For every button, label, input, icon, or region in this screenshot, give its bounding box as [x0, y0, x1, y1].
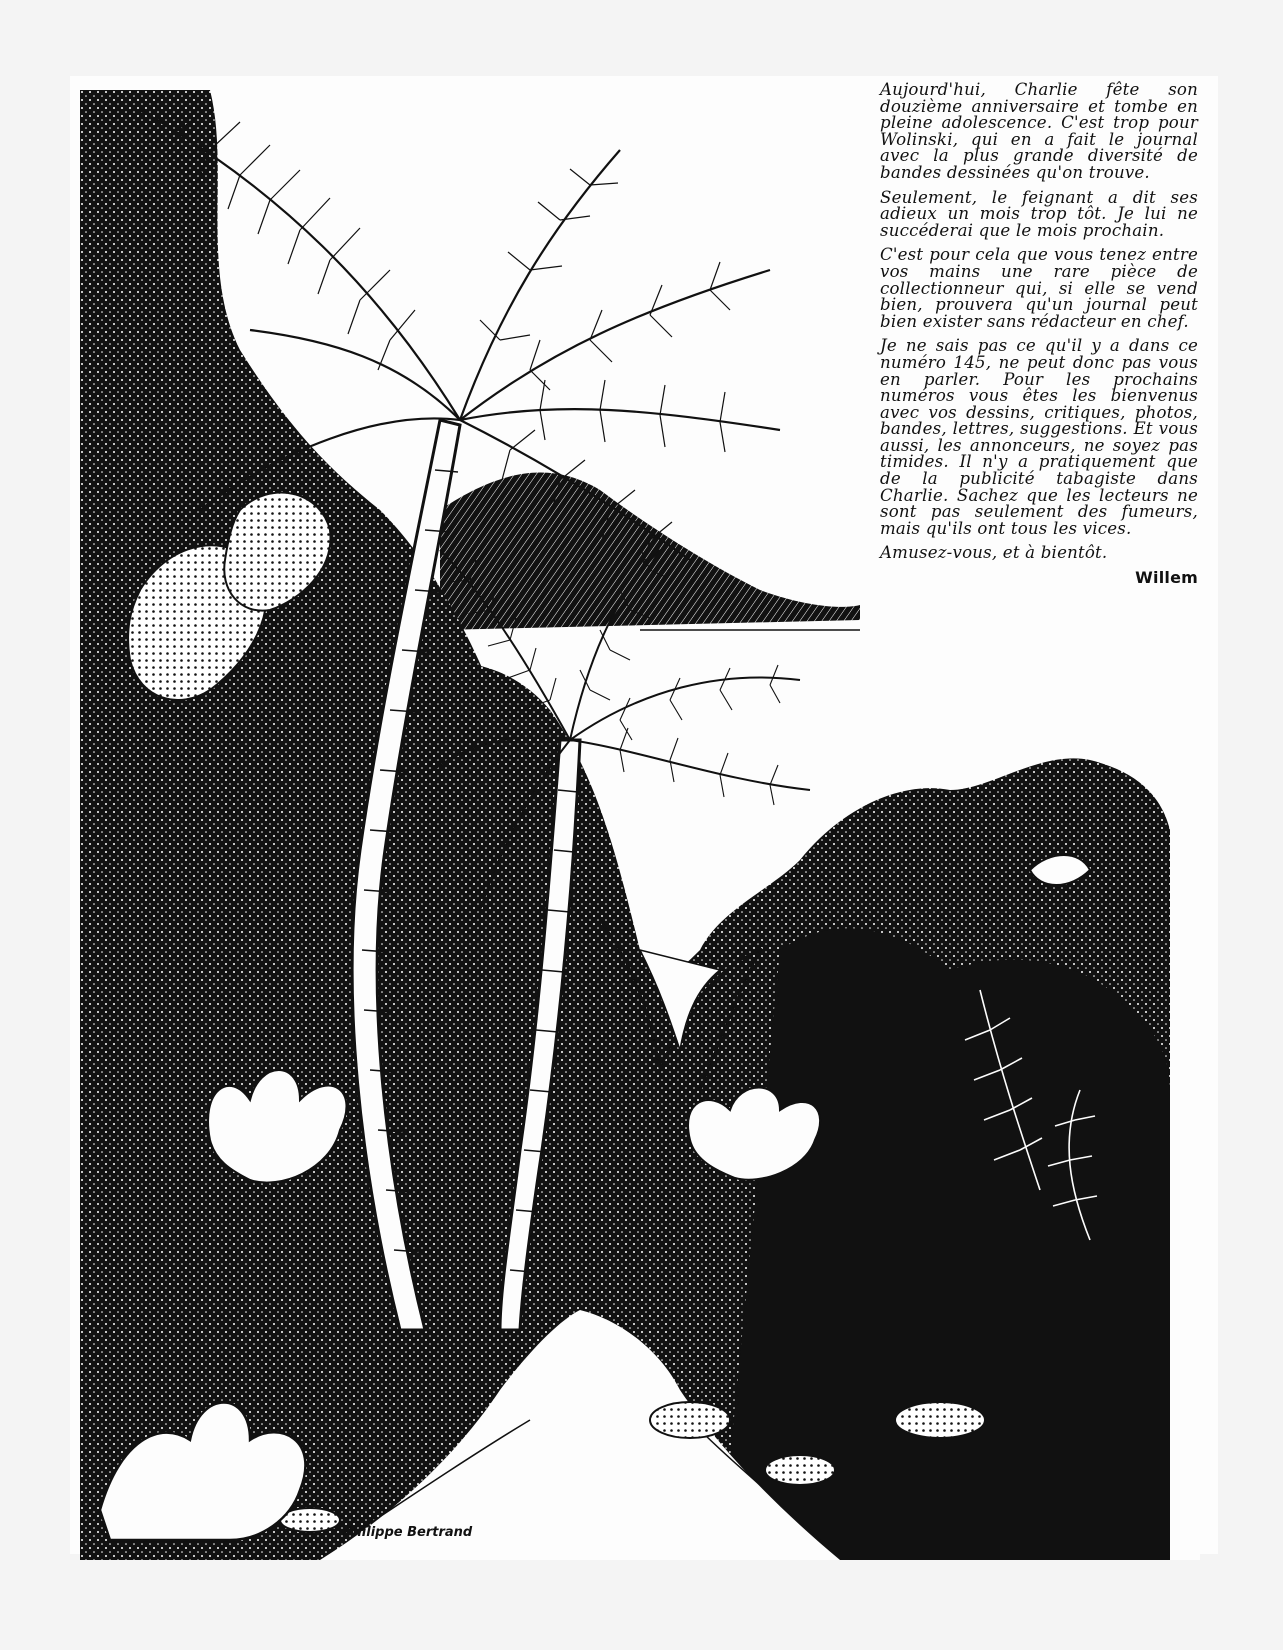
- editorial-paragraph: Amusez-vous, et à bientôt.: [880, 543, 1108, 563]
- editorial-paragraph: Seulement, le feignant a dit ses adieux un mois trop tôt. Je lui ne succéderai que le mois prochain.: [880, 187, 1198, 240]
- editorial-paragraph: Aujourd'hui, Charlie fête son douzième anniversaire et tombe en pleine adolescence. C'est trop pour Wolinski, qui en a fait le journal avec la plus grande diversité de bandes dessinées qu'on trouve.: [880, 80, 1198, 182]
- rock: [650, 1402, 730, 1438]
- editorial-text: [880, 82, 1198, 595]
- rock: [895, 1402, 985, 1438]
- editorial-signature: Willem: [1135, 568, 1198, 588]
- editorial-paragraph: C'est pour cela que vous tenez entre vos mains une rare pièce de collectionneur qui, si elle se vend bien, prouvera qu'un journal peut bien exister sans rédacteur en chef.: [880, 245, 1198, 331]
- rock: [765, 1455, 835, 1485]
- artist-signature: Philippe Bertrand: [343, 1525, 473, 1540]
- editorial-paragraph: Je ne sais pas ce qu'il y a dans ce numéro 145, ne peut donc pas vous en parler. Pour les prochains numéros vous êtes les bienvenus avec vos dessins, critiques, photos, bandes, lettres, suggestions. Et vous aussi, les annonceurs, ne soyez pas timides. Il n'y a pratiquement que de la publicité tabagiste dans Charlie. Sachez que les lecteurs ne sont pas seulement des fumeurs, mais qu'ils ont tous les vices.: [880, 336, 1198, 538]
